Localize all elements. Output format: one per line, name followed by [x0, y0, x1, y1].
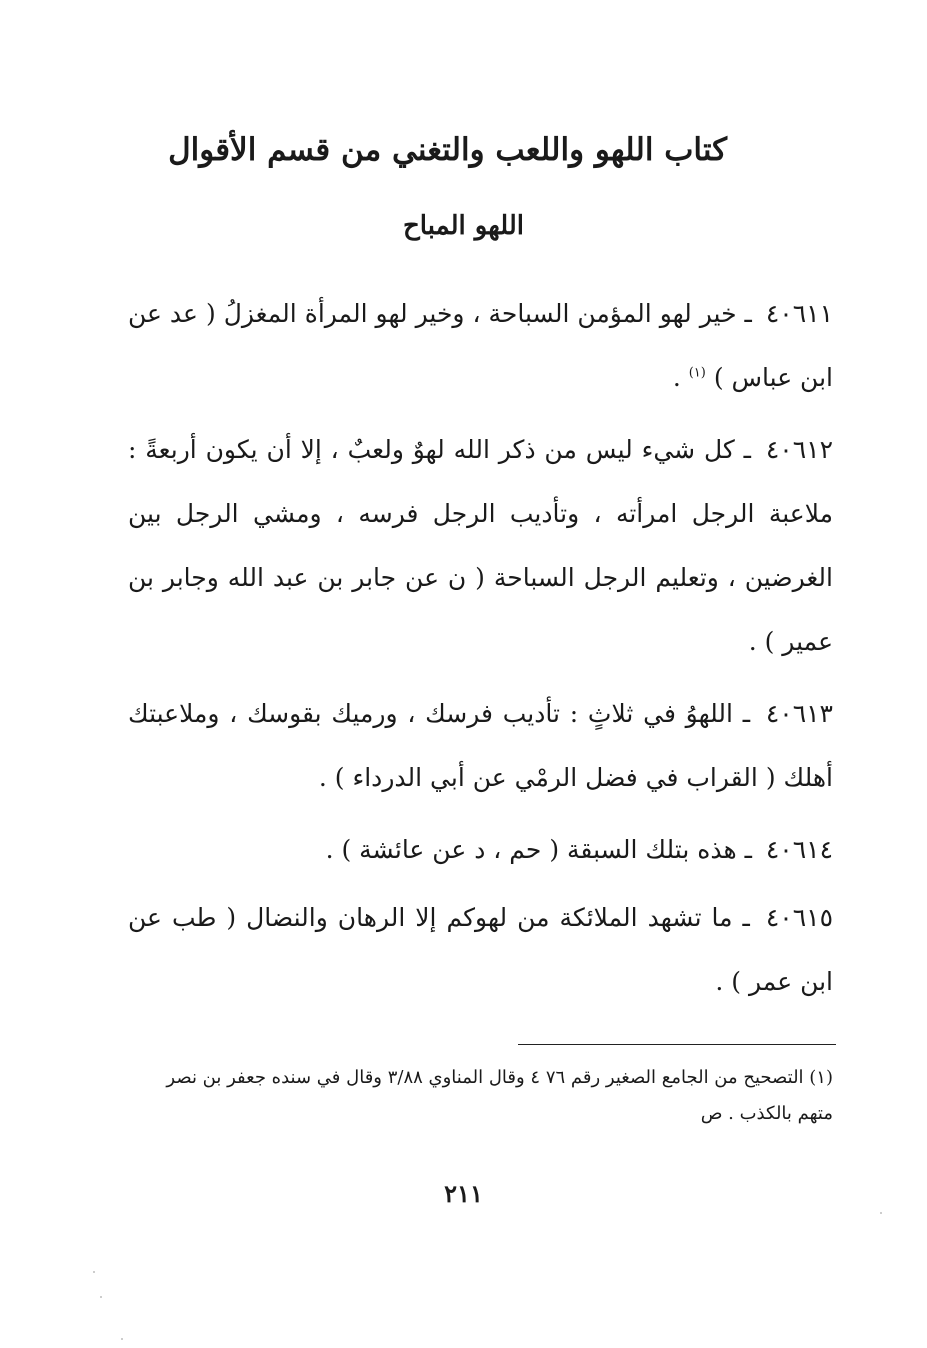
- hadith-40614: [128, 818, 833, 882]
- scan-speck: [100, 1296, 102, 1298]
- scan-speck: [93, 1271, 95, 1273]
- footnote: (١) التصحيح من الجامع الصغير رقم ٧٦ ٤ وقال المناوي ٣/٨٨ وقال في سنده جعفر بن نصر متهم بالكذب . ص: [166, 1067, 833, 1124]
- book-title: كتاب اللهو واللعب والتغني من قسم الأقوال: [168, 132, 727, 168]
- hadith-number: ٤٠٦١٥: [765, 903, 833, 932]
- hadith-40612: [128, 418, 833, 674]
- page-number: ٢١١: [444, 1179, 483, 1208]
- hadith-text: ـ ما تشهد الملائكة من لهوكم إلا الرهان والنضال ( طب عن ابن عمر ) .: [128, 903, 833, 996]
- hadith-number: ٤٠٦١٢: [765, 435, 833, 464]
- hadith-text: ـ اللهوُ في ثلاثٍ : تأديب فرسك ، ورميك بقوسك ، وملاعبتك أهلك ( القراب في فضل الرمْي عن أبي الدرداء ) .: [128, 699, 833, 792]
- hadith-number: ٤٠٦١٤: [765, 835, 833, 864]
- footnote-reference: (١): [688, 365, 706, 381]
- hadith-40611: [128, 282, 833, 410]
- hadith-text: ـ كل شيء ليس من ذكر الله لهوٌ ولعبٌ ، إلا أن يكون أربعةً : ملاعبة الرجل امرأته ، وتأديب الرجل فرسه ، ومشي الرجل بين الغرضين ، وتعليم الرجل السباحة ( ن عن جابر بن عبد الله وجابر بن عمير ) .: [128, 435, 833, 656]
- hadith-40613: [128, 682, 833, 810]
- hadith-number: ٤٠٦١١: [765, 299, 834, 328]
- hadith-40615: [128, 886, 833, 1014]
- scan-speck: [880, 1212, 882, 1214]
- scan-speck: [121, 1338, 123, 1340]
- hadith-text-tail: .: [672, 363, 689, 392]
- footnote-divider: [518, 1044, 836, 1045]
- hadith-text: ـ هذه بتلك السبقة ( حم ، د عن عائشة ) .: [325, 835, 752, 864]
- hadith-number: ٤٠٦١٣: [765, 699, 833, 728]
- hadith-text: ـ خير لهو المؤمن السباحة ، وخير لهو المرأة المغزلُ ( عد عن ابن عباس ): [128, 299, 833, 392]
- section-title: اللهو المباح: [403, 211, 524, 241]
